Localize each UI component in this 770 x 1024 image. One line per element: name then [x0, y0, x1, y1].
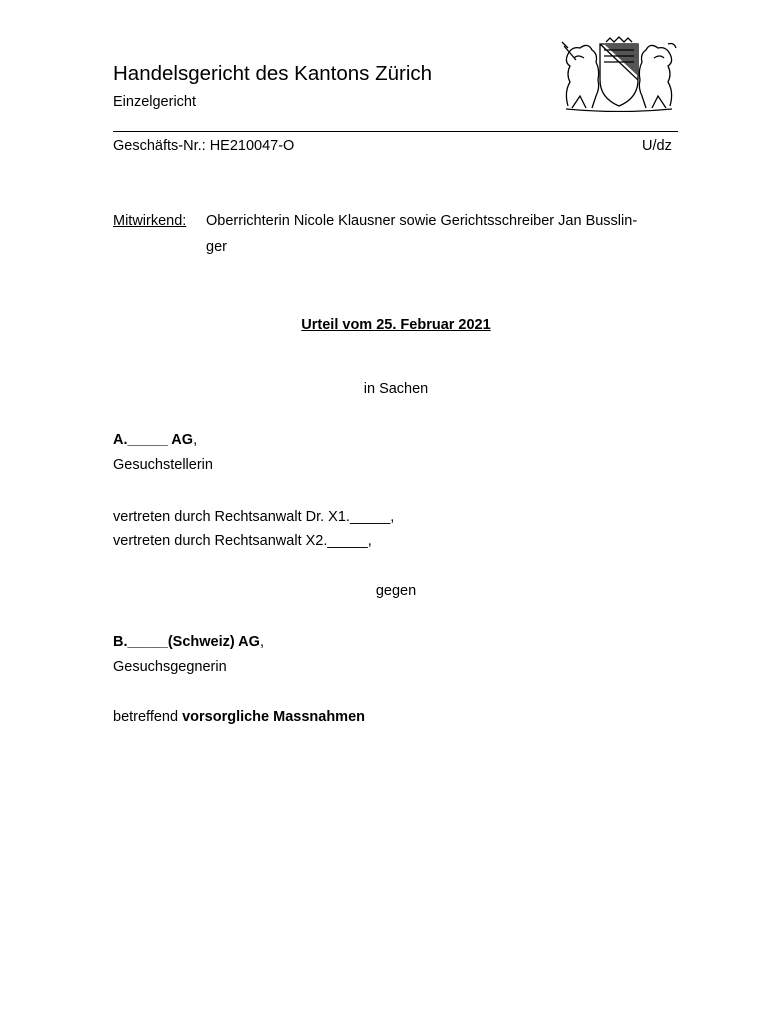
plaintiff-counsel-2: vertreten durch Rechtsanwalt X2._____, — [113, 533, 372, 549]
defendant-name-line — [113, 634, 264, 650]
defendant-name: B._____(Schweiz) AG — [113, 634, 260, 650]
defendant-comma: , — [259, 634, 264, 650]
header-divider — [113, 131, 678, 132]
plaintiff-name: A._____ AG — [113, 432, 194, 448]
in-sachen: in Sachen — [363, 381, 429, 397]
participants-line-2: ger — [206, 239, 227, 255]
court-division: Einzelgericht — [113, 94, 197, 110]
court-name: Handelsgericht des Kantons Zürich — [113, 62, 433, 85]
subject-prefix: betreffend — [113, 709, 183, 725]
zurich-coat-of-arms-icon — [558, 36, 680, 112]
plaintiff-role: Gesuchstellerin — [113, 457, 213, 473]
participants-line-1: Oberrichterin Nicole Klausner sowie Gerichtsschreiber Jan Busslin- — [206, 213, 638, 229]
plaintiff-name-line — [113, 432, 197, 448]
participants-label: Mitwirkend: — [113, 213, 187, 229]
plaintiff-counsel-1: vertreten durch Rechtsanwalt Dr. X1._____, — [113, 509, 395, 525]
plaintiff-comma: , — [193, 432, 198, 448]
defendant-role: Gesuchsgegnerin — [113, 659, 227, 675]
case-initials: U/dz — [642, 138, 672, 154]
case-number: Geschäfts-Nr.: HE210047-O — [113, 138, 295, 154]
judgment-title: Urteil vom 25. Februar 2021 — [301, 317, 491, 333]
gegen: gegen — [375, 583, 417, 599]
subject-topic: vorsorgliche Massnahmen — [182, 709, 365, 725]
subject-line — [113, 709, 365, 725]
